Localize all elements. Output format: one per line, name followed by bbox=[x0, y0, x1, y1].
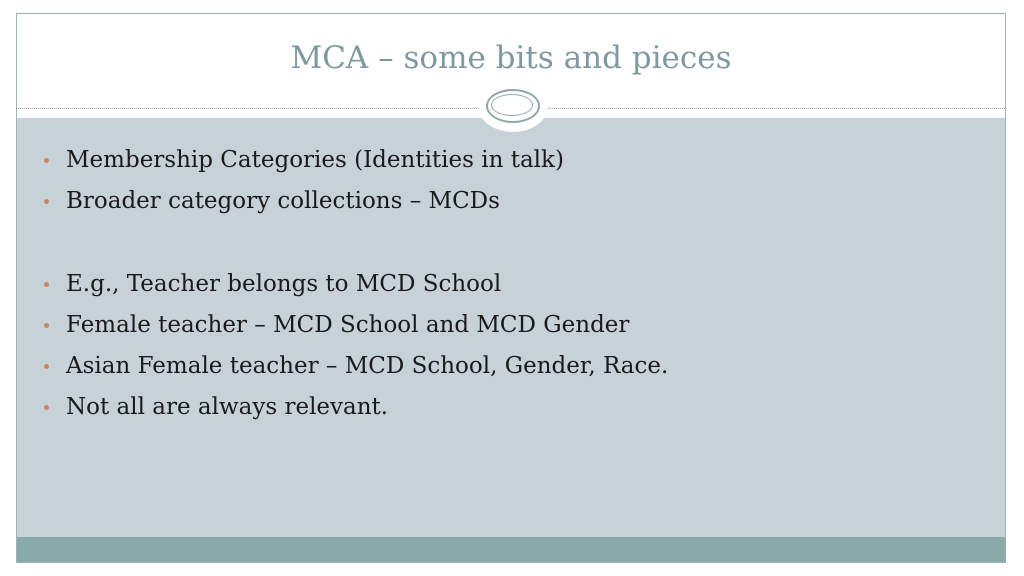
ornament-ring bbox=[486, 89, 540, 123]
list-item-text: Not all are always relevant. bbox=[66, 394, 389, 420]
ornament-ring-inner bbox=[491, 94, 533, 116]
list-item-text: Broader category collections – MCDs bbox=[66, 188, 500, 214]
bullet-dot-icon bbox=[44, 282, 49, 287]
list-item bbox=[42, 140, 668, 181]
bullet-dot-icon bbox=[44, 199, 49, 204]
list-item-text: Asian Female teacher – MCD School, Gender, Race. bbox=[66, 353, 669, 379]
bullet-dot-icon bbox=[44, 364, 49, 369]
list-item bbox=[42, 181, 668, 222]
list-item-text: Female teacher – MCD School and MCD Gender bbox=[66, 312, 630, 338]
list-item bbox=[42, 346, 668, 387]
list-item bbox=[42, 387, 668, 428]
list-item-text: Membership Categories (Identities in talk) bbox=[66, 147, 564, 173]
bottom-band bbox=[17, 537, 1005, 562]
bullet-dot-icon bbox=[44, 323, 49, 328]
bullet-dot-icon bbox=[44, 405, 49, 410]
list-item bbox=[42, 264, 668, 305]
slide bbox=[16, 13, 1006, 563]
content-area bbox=[17, 118, 1005, 537]
list-item-text: E.g., Teacher belongs to MCD School bbox=[66, 271, 502, 297]
bullet-dot-icon bbox=[44, 158, 49, 163]
bullet-list bbox=[42, 140, 668, 428]
slide-title: MCA – some bits and pieces bbox=[290, 40, 732, 76]
list-item bbox=[42, 305, 668, 346]
divider-ornament-icon bbox=[478, 80, 548, 132]
